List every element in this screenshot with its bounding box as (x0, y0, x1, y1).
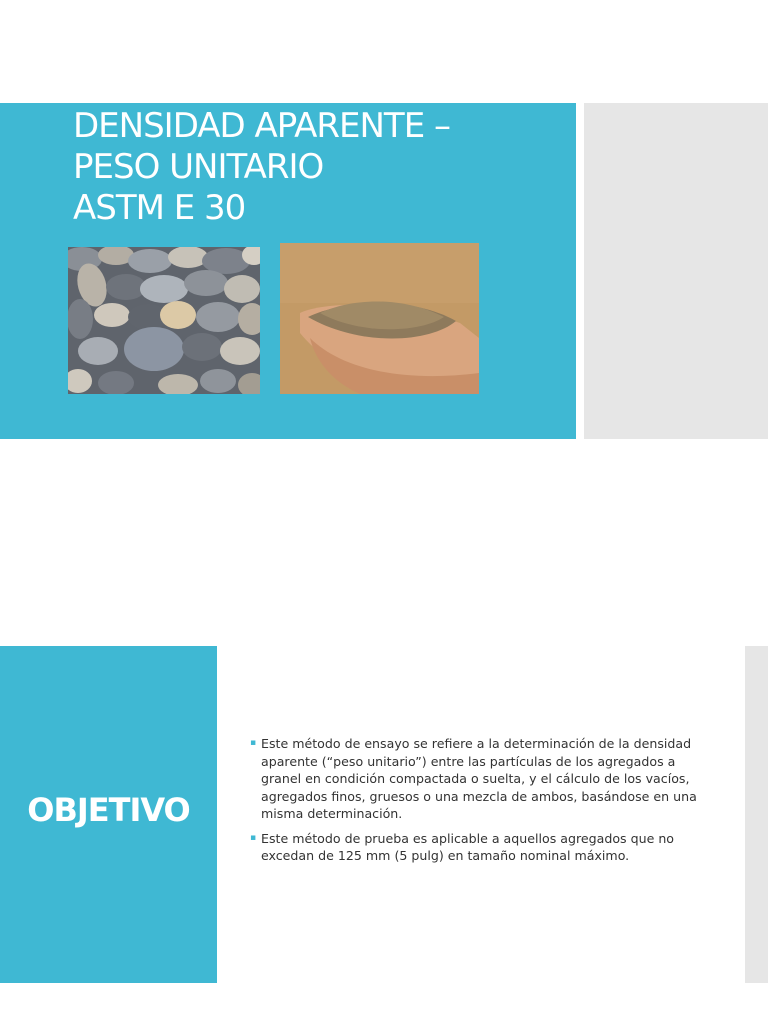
hand-sand-illustration (280, 243, 479, 394)
slide1-side-panel (584, 103, 768, 439)
title-line-1: DENSIDAD APARENTE – (73, 106, 450, 146)
objetivo-heading: OBJETIVO (27, 791, 190, 829)
pebbles-photo (68, 247, 260, 394)
title-line-3: ASTM E 30 (73, 188, 246, 228)
hand-aggregate-photo (280, 243, 479, 394)
slide1-title (73, 106, 553, 229)
title-line-2: PESO UNITARIO (73, 147, 324, 187)
bullet-text: Este método de prueba es aplicable a aquellos agregados que no excedan de 125 mm (5 pulg) en tamaño nominal máximo. (261, 830, 675, 863)
bullet-square-icon: ▪ (250, 832, 257, 843)
bullet-square-icon: ▪ (250, 738, 257, 748)
bullet-item (250, 830, 700, 865)
slide2-side-panel (745, 646, 768, 983)
objective-bullet-list (250, 735, 700, 872)
bullet-item (250, 735, 700, 823)
bullet-text: Este método de ensayo se refiere a la determinación de la densidad aparente (“peso unitario”) entre las partículas de los agregados a granel en condición compactada o suelta, y el cálculo de los vacíos, agregados finos, gruesos o una mezcla de ambos, basándose en una misma determinación. (261, 736, 697, 821)
pebbles-illustration (68, 247, 260, 394)
